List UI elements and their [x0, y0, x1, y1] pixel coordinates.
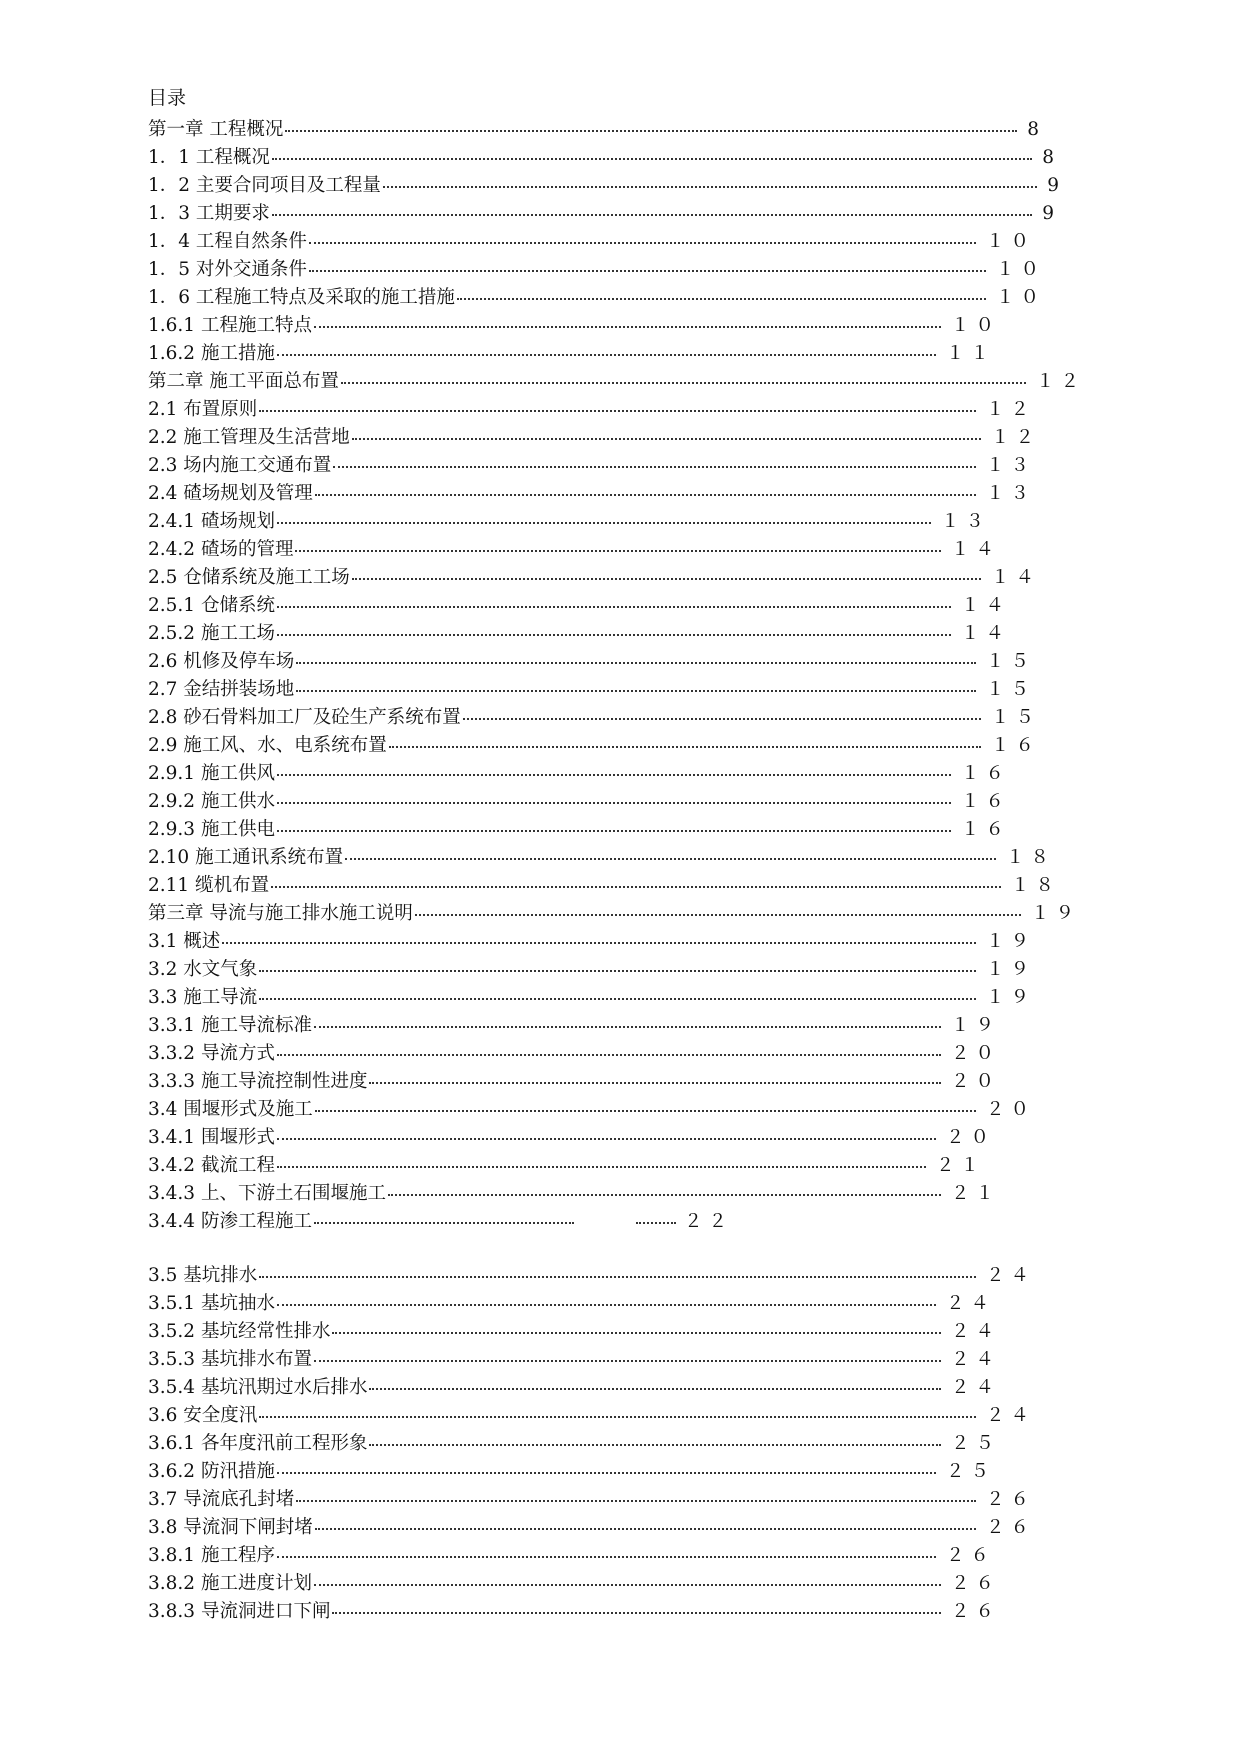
dot-leader [296, 1500, 976, 1502]
toc-entry-page: ２６ [950, 1573, 1000, 1594]
dot-leader [369, 1388, 941, 1390]
toc-entry-label: 3.3 施工导流 [148, 987, 258, 1008]
dot-leader [259, 970, 976, 972]
toc-entry[interactable] [148, 984, 1035, 1012]
toc-entry-page: ２４ [950, 1349, 1000, 1370]
toc-entry-page: １３ [985, 455, 1035, 476]
toc-entry[interactable] [148, 732, 1040, 760]
dot-leader [309, 242, 976, 244]
toc-entry[interactable] [148, 1262, 1035, 1290]
toc-entry-page: １２ [990, 427, 1040, 448]
toc-entry-page: ２１ [935, 1155, 985, 1176]
toc-entry[interactable] [148, 1458, 995, 1486]
toc-entry[interactable] [148, 1152, 985, 1180]
toc-entry-page: １０ [995, 259, 1045, 280]
toc-entry-label: 3.2 水文气象 [148, 959, 258, 980]
dot-leader [272, 214, 1032, 216]
toc-entry-label: 3.7 导流底孔封堵 [148, 1489, 295, 1510]
dot-leader [315, 1110, 976, 1112]
toc-entry-label: 2.9.2 施工供水 [148, 791, 275, 812]
toc-entry[interactable] [148, 340, 995, 368]
toc-entry[interactable] [148, 1570, 1000, 1598]
toc-entry-page: ２１ [950, 1183, 1000, 1204]
toc-entry[interactable] [148, 424, 1040, 452]
toc-entry[interactable] [148, 1290, 995, 1318]
dot-leader [314, 1026, 941, 1028]
toc-entry-page: ２４ [985, 1265, 1035, 1286]
toc-entry-page: ２４ [950, 1321, 1000, 1342]
toc-entry[interactable] [148, 396, 1035, 424]
toc-entry-label: 3.1 概述 [148, 931, 221, 952]
dot-leader [332, 1612, 941, 1614]
toc-entry[interactable] [148, 704, 1040, 732]
toc-entry-page: ２０ [985, 1099, 1035, 1120]
dot-leader [277, 802, 951, 804]
toc-entry[interactable] [148, 116, 1045, 144]
toc-entry[interactable] [148, 480, 1035, 508]
toc-entry[interactable] [148, 1598, 1000, 1626]
toc-entry-label: 2.4 碴场规划及管理 [148, 483, 313, 504]
toc-entry[interactable] [148, 928, 1035, 956]
toc-entry-page: １０ [985, 231, 1035, 252]
toc-entry-label: 3.5 基坑排水 [148, 1265, 258, 1286]
dot-leader [259, 1276, 976, 1278]
toc-entry-page: 8 [1027, 119, 1045, 140]
dot-leader [277, 1304, 936, 1306]
toc-entry-label: 3.5.1 基坑抽水 [148, 1293, 275, 1314]
toc-entry[interactable] [148, 648, 1035, 676]
toc-entry-page: １４ [950, 539, 1000, 560]
dot-leader [345, 858, 996, 860]
dot-leader [285, 130, 1017, 132]
dot-leader [277, 1138, 936, 1140]
toc-entry-page: ２６ [950, 1601, 1000, 1622]
toc-entry-label: 2.9 施工风、水、电系统布置 [148, 735, 387, 756]
toc-entry[interactable] [148, 1542, 995, 1570]
toc-entry-page: ２０ [945, 1127, 995, 1148]
dot-leader [222, 942, 976, 944]
toc-entry[interactable] [148, 1124, 995, 1152]
dot-leader [259, 410, 976, 412]
toc-entry[interactable] [148, 1040, 1000, 1068]
dot-leader [277, 830, 951, 832]
toc-entry[interactable] [148, 508, 990, 536]
toc-entry-page: ２４ [950, 1377, 1000, 1398]
toc-entry[interactable] [148, 592, 1010, 620]
dot-leader [314, 1360, 941, 1362]
toc-entry-page: １４ [990, 567, 1040, 588]
toc-entry-page: ２２ [683, 1211, 733, 1232]
toc-entry-label: 1．2 主要合同项目及工程量 [148, 175, 381, 196]
toc-entry-page: １８ [1010, 875, 1060, 896]
toc-entry-label: 2.9.3 施工供电 [148, 819, 275, 840]
toc-entry[interactable] [148, 1096, 1035, 1124]
toc-entry-label: 1．4 工程自然条件 [148, 231, 307, 252]
toc-entry-label: 2.7 金结拼装场地 [148, 679, 295, 700]
toc-entry-page: １０ [995, 287, 1045, 308]
toc-entry-page: ２０ [950, 1071, 1000, 1092]
toc-entry[interactable] [148, 788, 1010, 816]
toc-entry-label: 2.8 砂石骨料加工厂及砼生产系统布置 [148, 707, 461, 728]
toc-entry-label: 3.6.1 各年度汛前工程形象 [148, 1433, 368, 1454]
toc-entry-page: １３ [940, 511, 990, 532]
toc-entry[interactable] [148, 536, 1000, 564]
toc-entry[interactable] [148, 1318, 1000, 1346]
dot-leader [314, 1222, 574, 1224]
toc-entry-page: ２０ [950, 1043, 1000, 1064]
toc-entry[interactable] [148, 1180, 1000, 1208]
dot-leader [463, 718, 981, 720]
toc-entry[interactable] [148, 284, 1045, 312]
dot-leader [457, 298, 986, 300]
toc-entry[interactable] [148, 844, 1055, 872]
toc-entry-label: 3.5.2 基坑经常性排水 [148, 1321, 331, 1342]
toc-entry[interactable] [148, 900, 1080, 928]
toc-entry-page: ２６ [945, 1545, 995, 1566]
toc-entry[interactable] [148, 760, 1010, 788]
dot-leader [369, 1082, 941, 1084]
toc-entry-label: 2.5.1 仓储系统 [148, 595, 275, 616]
toc-entry[interactable] [148, 564, 1040, 592]
toc-entry[interactable] [148, 1012, 1000, 1040]
toc-entry-label: 1．5 对外交通条件 [148, 259, 307, 280]
dot-leader [341, 382, 1026, 384]
toc-entry-page: １９ [1030, 903, 1080, 924]
toc-entry-label: 3.8 导流洞下闸封堵 [148, 1517, 313, 1538]
toc-entry-label: 3.4.3 上、下游土石围堰施工 [148, 1183, 386, 1204]
dot-leader [315, 494, 976, 496]
toc-entry-label: 3.3.2 导流方式 [148, 1043, 275, 1064]
toc-entry-label: 3.6 安全度汛 [148, 1405, 258, 1426]
toc-entry-label: 2.1 布置原则 [148, 399, 258, 420]
dot-leader [315, 1528, 976, 1530]
toc-entry[interactable] [148, 676, 1035, 704]
toc-entry-page: １９ [950, 1015, 1000, 1036]
toc-entry-page: １６ [960, 819, 1010, 840]
toc-entry-label: 2.10 施工通讯系统布置 [148, 847, 344, 868]
toc-entry-label: 第一章 工程概况 [148, 119, 284, 140]
dot-leader [272, 158, 1032, 160]
toc-entry-page: ２５ [950, 1433, 1000, 1454]
toc-entry-page: ２４ [945, 1293, 995, 1314]
toc-entry-page: ２６ [985, 1517, 1035, 1538]
toc-title: 目录 [148, 87, 187, 109]
toc-entry[interactable] [148, 368, 1085, 396]
toc-entry-label: 2.11 缆机布置 [148, 875, 270, 896]
toc-entry[interactable] [148, 816, 1010, 844]
dot-leader [314, 326, 941, 328]
dot-leader [277, 1166, 926, 1168]
toc-entry-page: ２６ [985, 1489, 1035, 1510]
dot-leader [277, 354, 936, 356]
toc-entry-label: 3.5.3 基坑排水布置 [148, 1349, 312, 1370]
toc-entry-label: 2.9.1 施工供风 [148, 763, 275, 784]
toc-entry[interactable] [148, 1208, 733, 1236]
toc-entry-label: 2.4.1 碴场规划 [148, 511, 275, 532]
toc-entry-label: 3.4.2 截流工程 [148, 1155, 275, 1176]
toc-entry[interactable] [148, 872, 1060, 900]
toc-entry[interactable] [148, 144, 1060, 172]
dot-leader [383, 186, 1037, 188]
toc-entry-label: 2.3 场内施工交通布置 [148, 455, 332, 476]
dot-leader [259, 998, 976, 1000]
dot-leader [309, 270, 986, 272]
dot-leader [295, 550, 941, 552]
toc-entry[interactable] [148, 200, 1060, 228]
toc-entry[interactable] [148, 1402, 1035, 1430]
toc-entry-label: 3.5.4 基坑汛期过水后排水 [148, 1377, 368, 1398]
toc-entry-label: 3.3.3 施工导流控制性进度 [148, 1071, 368, 1092]
toc-entry[interactable] [148, 312, 1000, 340]
dot-leader [314, 1584, 941, 1586]
toc-entry-page: １９ [985, 959, 1035, 980]
toc-entry-page: ２４ [985, 1405, 1035, 1426]
toc-entry[interactable] [148, 956, 1035, 984]
toc-entry-page: １４ [960, 623, 1010, 644]
dot-leader [259, 1416, 976, 1418]
toc-entry-label: 3.4 围堰形式及施工 [148, 1099, 313, 1120]
toc-entry[interactable] [148, 1346, 1000, 1374]
dot-leader [277, 1556, 936, 1558]
dot-leader [277, 522, 931, 524]
toc-entry[interactable] [148, 256, 1045, 284]
toc-entry[interactable] [148, 228, 1035, 256]
dot-leader [277, 1472, 936, 1474]
toc-entry-page: 9 [1047, 175, 1065, 196]
dot-leader [277, 774, 951, 776]
toc-entry-page: １６ [960, 791, 1010, 812]
toc-entry-page: １９ [985, 987, 1035, 1008]
toc-entry[interactable] [148, 1486, 1035, 1514]
dot-leader [277, 1054, 941, 1056]
toc-entry-page: １５ [990, 707, 1040, 728]
dot-leader [277, 634, 951, 636]
toc-entry-label: 2.2 施工管理及生活营地 [148, 427, 350, 448]
toc-entry-label: 3.4.1 围堰形式 [148, 1127, 275, 1148]
toc-entry-label: 3.8.3 导流洞进口下闸 [148, 1601, 331, 1622]
dot-leader [332, 1332, 941, 1334]
toc-entry-page: １８ [1005, 847, 1055, 868]
toc-entry-label: 第二章 施工平面总布置 [148, 371, 339, 392]
toc-entry-page: 9 [1042, 203, 1060, 224]
toc-entry-label: 3.4.4 防渗工程施工 [148, 1211, 312, 1232]
dot-leader [352, 438, 981, 440]
toc-entry-page: １２ [985, 399, 1035, 420]
toc-entry-label: 3.8.2 施工进度计划 [148, 1573, 312, 1594]
toc-entry-page: １４ [960, 595, 1010, 616]
toc-entry-label: 2.6 机修及停车场 [148, 651, 295, 672]
toc-entry-label: 1．3 工期要求 [148, 203, 270, 224]
toc-entry[interactable] [148, 172, 1065, 200]
toc-entry[interactable] [148, 1374, 1000, 1402]
dot-leader [296, 690, 976, 692]
toc-entry-page: 8 [1042, 147, 1060, 168]
dot-leader [333, 466, 976, 468]
toc-entry[interactable] [148, 620, 1010, 648]
dot-leader [369, 1444, 941, 1446]
toc-entry-page: １９ [985, 931, 1035, 952]
toc-entry[interactable] [148, 1430, 1000, 1458]
toc-entry-label: 1.6.1 工程施工特点 [148, 315, 312, 336]
toc-entry-label: 2.5 仓储系统及施工工场 [148, 567, 350, 588]
toc-entry-page: １１ [945, 343, 995, 364]
toc-entry-label: 1.6.2 施工措施 [148, 343, 275, 364]
toc-entry-label: 3.3.1 施工导流标准 [148, 1015, 312, 1036]
toc-entry-page: １６ [960, 763, 1010, 784]
toc-entry[interactable] [148, 452, 1035, 480]
toc-entry[interactable] [148, 1068, 1000, 1096]
toc-entry-page: １０ [950, 315, 1000, 336]
toc-entry-label: 1．6 工程施工特点及采取的施工措施 [148, 287, 455, 308]
dot-leader [389, 746, 981, 748]
toc-entry-page: １５ [985, 679, 1035, 700]
dot-leader [636, 1222, 676, 1224]
dot-leader [388, 1194, 941, 1196]
toc-entry-label: 3.6.2 防汛措施 [148, 1461, 275, 1482]
toc-entry-page: ２５ [945, 1461, 995, 1482]
dot-leader [296, 662, 976, 664]
toc-entry-page: １３ [985, 483, 1035, 504]
dot-leader [415, 914, 1021, 916]
dot-leader [352, 578, 981, 580]
toc-entry-label: 第三章 导流与施工排水施工说明 [148, 903, 413, 924]
toc-entry-page: １５ [985, 651, 1035, 672]
dot-leader [271, 886, 1001, 888]
toc-entry-label: 2.4.2 碴场的管理 [148, 539, 294, 560]
toc-entry[interactable] [148, 1514, 1035, 1542]
toc-entry-label: 2.5.2 施工工场 [148, 623, 275, 644]
toc-entry-label: 1．1 工程概况 [148, 147, 270, 168]
dot-leader [277, 606, 951, 608]
toc-entry-page: １２ [1035, 371, 1085, 392]
toc-entry-label: 3.8.1 施工程序 [148, 1545, 275, 1566]
toc-entry-page: １６ [990, 735, 1040, 756]
